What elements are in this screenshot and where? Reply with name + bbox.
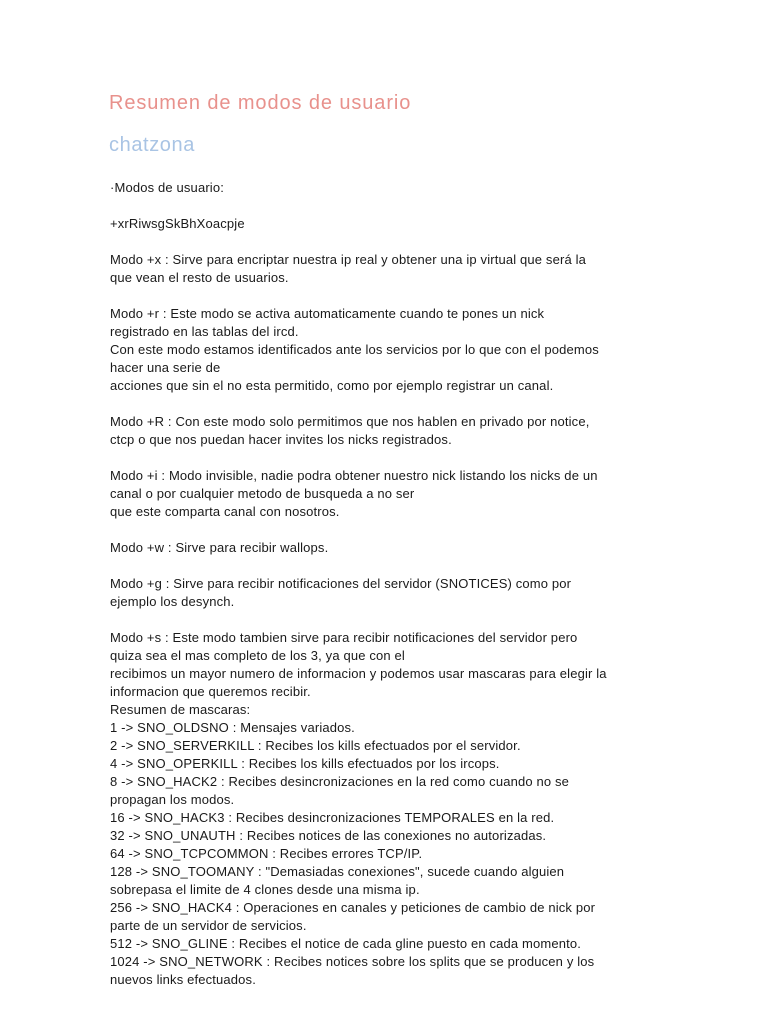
text-line: Modo +g : Sirve para recibir notificaciones del servidor (SNOTICES) como por [110, 576, 572, 591]
text-line: sobrepasa el limite de 4 clones desde una misma ip. [110, 882, 420, 897]
blank-line [110, 395, 670, 413]
text-line: 1 -> SNO_OLDSNO : Mensajes variados. [110, 720, 355, 735]
text-line: 512 -> SNO_GLINE : Recibes el notice de cada gline puesto en cada momento. [110, 936, 582, 951]
text-line: Con este modo estamos identificados ante los servicios por lo que con el podemos [110, 342, 599, 357]
text-line: Modo +s : Este modo tambien sirve para recibir notificaciones del servidor pero [110, 630, 578, 645]
text-line: Resumen de mascaras: [110, 702, 251, 717]
document-title: Resumen de modos de usuario [109, 92, 412, 114]
text-line: Modo +x : Sirve para encriptar nuestra ip real y obtener una ip virtual que será la [110, 252, 587, 267]
text-line: Modo +i : Modo invisible, nadie podra obtener nuestro nick listando los nicks de un [110, 468, 598, 483]
text-line: 256 -> SNO_HACK4 : Operaciones en canales y peticiones de cambio de nick por [110, 900, 596, 915]
text-line: 16 -> SNO_HACK3 : Recibes desincronizaciones TEMPORALES en la red. [110, 810, 555, 825]
blank-line [110, 197, 670, 215]
text-line: ctcp o que nos puedan hacer invites los nicks registrados. [110, 432, 452, 447]
text-line: nuevos links efectuados. [110, 972, 256, 987]
text-line: propagan los modos. [110, 792, 235, 807]
text-line: 128 -> SNO_TOOMANY : "Demasiadas conexiones", sucede cuando alguien [110, 864, 565, 879]
text-line: hacer una serie de [110, 360, 221, 375]
text-line: ·Modos de usuario: [110, 180, 224, 195]
document-body [110, 179, 670, 989]
text-line: 32 -> SNO_UNAUTH : Recibes notices de las conexiones no autorizadas. [110, 828, 547, 843]
text-line: canal o por cualquier metodo de busqueda a no ser [110, 486, 415, 501]
text-line: Modo +w : Sirve para recibir wallops. [110, 540, 329, 555]
text-line: 4 -> SNO_OPERKILL : Recibes los kills efectuados por los ircops. [110, 756, 500, 771]
blank-line [110, 557, 670, 575]
blank-line [110, 449, 670, 467]
document-subtitle: chatzona [109, 134, 195, 156]
text-line: registrado en las tablas del ircd. [110, 324, 299, 339]
text-line: 2 -> SNO_SERVERKILL : Recibes los kills efectuados por el servidor. [110, 738, 521, 753]
text-line: 64 -> SNO_TCPCOMMON : Recibes errores TCP/IP. [110, 846, 423, 861]
text-line: ejemplo los desynch. [110, 594, 235, 609]
text-line: +xrRiwsgSkBhXoacpje [110, 216, 245, 231]
blank-line [110, 287, 670, 305]
text-line: Modo +r : Este modo se activa automaticamente cuando te pones un nick [110, 306, 545, 321]
text-line: que este comparta canal con nosotros. [110, 504, 340, 519]
text-line: informacion que queremos recibir. [110, 684, 311, 699]
blank-line [110, 521, 670, 539]
text-line: parte de un servidor de servicios. [110, 918, 307, 933]
text-line: Modo +R : Con este modo solo permitimos que nos hablen en privado por notice, [110, 414, 590, 429]
blank-line [110, 611, 670, 629]
text-line: 8 -> SNO_HACK2 : Recibes desincronizaciones en la red como cuando no se [110, 774, 570, 789]
text-line: que vean el resto de usuarios. [110, 270, 289, 285]
text-line: acciones que sin el no esta permitido, como por ejemplo registrar un canal. [110, 378, 554, 393]
blank-line [110, 233, 670, 251]
text-line: recibimos un mayor numero de informacion y podemos usar mascaras para elegir la [110, 666, 607, 681]
text-line: 1024 -> SNO_NETWORK : Recibes notices sobre los splits que se producen y los [110, 954, 595, 969]
text-line: quiza sea el mas completo de los 3, ya que con el [110, 648, 405, 663]
